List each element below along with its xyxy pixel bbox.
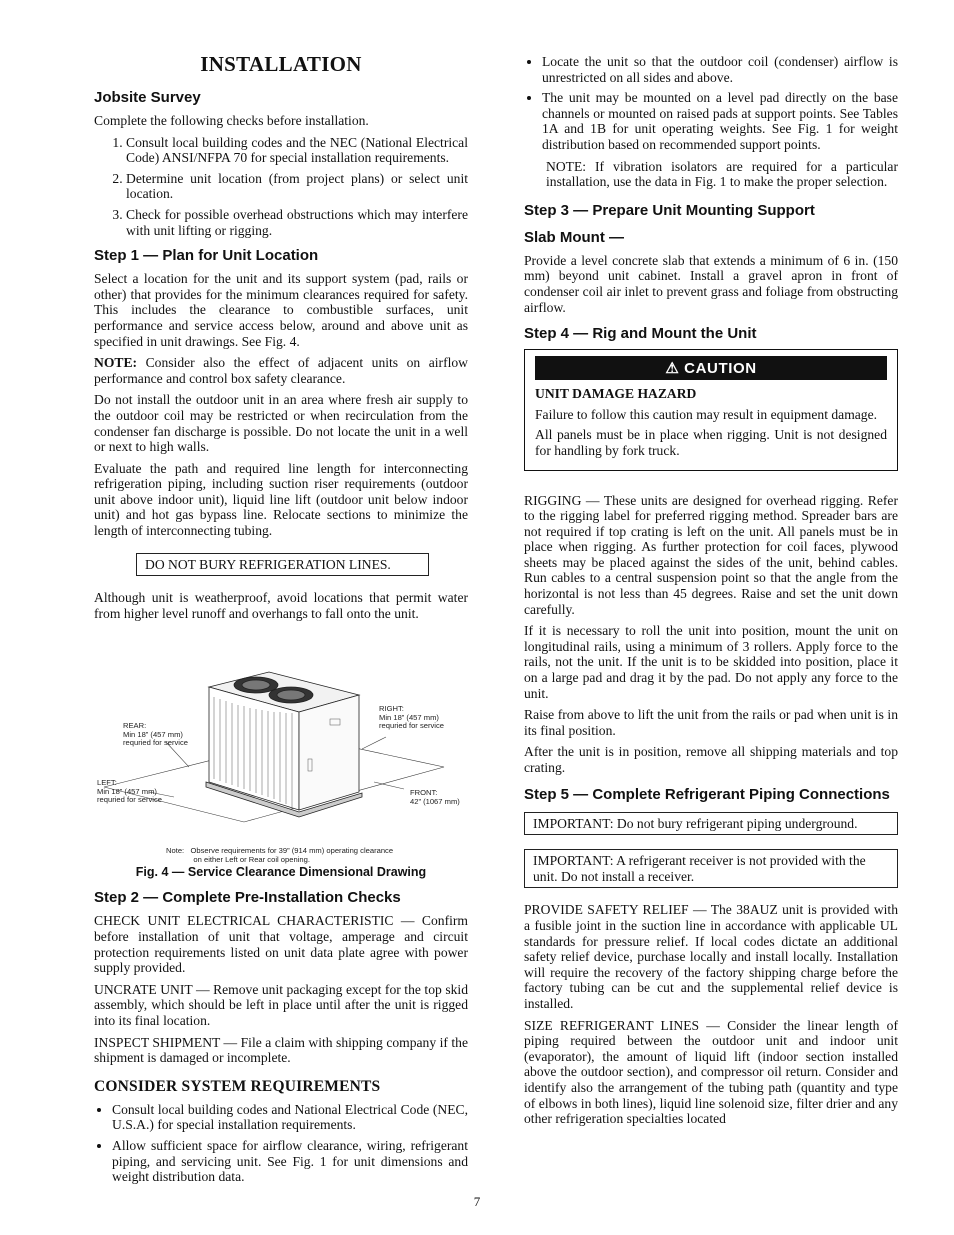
caution-banner: [535, 356, 887, 380]
system-list: [94, 1102, 468, 1185]
jobsite-list: [94, 135, 468, 239]
list-item: • Consult local building codes and National Electrical Code (NEC, U.S.A.) for special installation requirements.: [112, 1102, 468, 1133]
system-heading: CONSIDER SYSTEM REQUIREMENTS: [94, 1077, 381, 1095]
page-title: INSTALLATION: [200, 52, 362, 76]
hazard-title: UNIT DAMAGE HAZARD: [535, 386, 697, 402]
caution-box: [524, 349, 898, 470]
step5-paragraph: SIZE REFRIGERANT LINES — Consider the linear length of piping required between the outdoor unit and indoor unit (evaporator), the amount of liquid lift (indoor section installed above the outdoor section), and compressor oil return. Consider and identify also the arrangement of the tubing path (quantity and type of elbows in both lines), liquid line solenoid size, filter drier and any other refrigeration specialties located: [524, 1017, 898, 1127]
step1-paragraph: Select a location for the unit and its support system (pad, rails or other) that provides for the minimum clearances required for safety. This includes the clearance to combustible surfaces, unit performance and service access below, around and above unit as specified in unit drawings. See Fig. 4.: [94, 271, 468, 349]
step4-heading: Step 4 — Rig and Mount the Unit: [524, 325, 757, 343]
warning-box: DO NOT BURY REFRIGERATION LINES.: [136, 553, 429, 577]
step5-paragraph: PROVIDE SAFETY RELIEF — The 38AUZ unit is provided with a fusible joint in the suction line in accordance with applicable UL standards for pressure relief. If local codes dictate an additional safety relief device, purchase locally and install locally. Installation will require the recovery of the factory shipping charge before the factory tubing can be cut and the supplemental relief device is installed.: [524, 902, 898, 1011]
front-clearance-label: FRONT: 42” (1067 mm): [410, 788, 460, 806]
jobsite-intro: Complete the following checks before installation.: [94, 113, 369, 128]
step4-paragraph: Raise from above to lift the unit from the rails or pad when unit is in its final position.: [524, 707, 898, 738]
figure-note: Note: Observe requirements for 39” (914 mm) operating clearance on either Left or Rear coil opening.: [166, 846, 394, 864]
list-item: • Locate the unit so that the outdoor coil (condenser) airflow is unrestricted on all sides and above.: [542, 54, 898, 85]
step3-heading: Step 3 — Prepare Unit Mounting Support: [524, 201, 815, 219]
list-item: • The unit may be mounted on a level pad directly on the base channels or mounted on raised pads at support points. See Tables 1A and 1B for unit operating weights. See Fig. 1 for weight distribution based on recommended support points.: [542, 90, 898, 152]
right-clearance-label: RIGHT: Min 18” (457 mm) requried for service: [379, 704, 444, 731]
caution-text: All panels must be in place when rigging. Unit is not designed for handling by fork truck.: [535, 427, 887, 458]
list-item: 3. Check for possible overhead obstructions which may interfere with unit lifting or rigging.: [126, 207, 468, 238]
left-column: [94, 48, 468, 1191]
important-box: IMPORTANT: A refrigerant receiver is not provided with the unit. Do not install a receiver.: [524, 849, 898, 888]
step1-paragraph: Evaluate the path and required line length for interconnecting refrigeration piping, including suction riser requirements (outdoor unit above indoor unit), liquid line lift (outdoor unit below indoor unit) and hot gas bypass line. Relocate sections to minimize the length of interconnecting tubing.: [94, 460, 468, 539]
step1-heading: Step 1 — Plan for Unit Location: [94, 247, 319, 265]
jobsite-heading: Jobsite Survey: [94, 89, 201, 106]
step3-paragraph: Provide a level concrete slab that extends a minimum of 6 in. (150 mm) beyond unit cabinet. Install a gravel apron in front of condenser coil air inlet to prevent grass and foliage from obstructing airflow.: [524, 252, 898, 315]
warning-triangle-icon: ⚠: [665, 360, 680, 378]
location-list: [524, 54, 898, 153]
step2-paragraph: UNCRATE UNIT — Remove unit packaging except for the top skid assembly, which should be left in place until after the unit is rigged into its final location.: [94, 981, 468, 1028]
vibration-note: NOTE: If vibration isolators are required for a particular installation, use the data in Fig. 1 to make the proper selection.: [546, 158, 898, 190]
right-column: [524, 54, 898, 1133]
service-clearance-figure: [94, 627, 468, 864]
step2-paragraph: INSPECT SHIPMENT — File a claim with shipping company if the shipment is damaged or incomplete.: [94, 1034, 468, 1066]
step5-heading: Step 5 — Complete Refrigerant Piping Connections: [524, 785, 890, 803]
list-item: 2. Determine unit location (from project plans) or select unit location.: [126, 171, 468, 202]
note-label: NOTE:: [94, 355, 138, 371]
step2-paragraph: CHECK UNIT ELECTRICAL CHARACTERISTIC — Confirm before installation of unit that voltage, amperage and circuit protection requirements listed on unit data plate agree with power supply provided.: [94, 913, 468, 976]
list-item: 1. Consult local building codes and the NEC (National Electrical Code) ANSI/NFPA 70 for special installation requirements.: [126, 135, 468, 166]
caution-label: CAUTION: [684, 360, 757, 378]
left-clearance-label: LEFT: Min 18” (457 mm) requried for service: [97, 778, 162, 805]
slab-mount-subheading: Slab Mount —: [524, 228, 624, 246]
step4-paragraph: If it is necessary to roll the unit into position, mount the unit on longitudinal rails, using a minimum of 3 rollers. Apply force to the rails, not the unit. If the unit is to be skidded into position, place it on a large pad and drag it by the pad. Do not apply any force to the unit.: [524, 623, 898, 701]
figure-caption: Fig. 4 — Service Clearance Dimensional Drawing: [135, 865, 427, 880]
step1-note: [94, 355, 468, 386]
step1-paragraph: Do not install the outdoor unit in an area where fresh air supply to the outdoor coil may be restricted or when recirculation from the condenser fan discharge is possible. Do not locate the unit in a well or next to high walls.: [94, 392, 468, 455]
step4-paragraph: After the unit is in position, remove all shipping materials and top crating.: [524, 744, 898, 775]
page-number: 7: [473, 1194, 481, 1209]
step2-heading: Step 2 — Complete Pre-Installation Checks: [94, 889, 401, 907]
list-item: • Allow sufficient space for airflow clearance, wiring, refrigerant piping, and servicing unit. See Fig. 1 for unit dimensions and weight distribution data.: [112, 1138, 468, 1185]
step1-paragraph: Although unit is weatherproof, avoid locations that permit water from higher level runoff and overhangs to fall onto the unit.: [94, 590, 468, 621]
step4-paragraph: RIGGING — These units are designed for overhead rigging. Refer to the rigging label for preferred rigging method. Spreader bars are not required if top crating is left on the unit. All panels must be in place when rigging. As further protection for coil faces, plywood sheets may be placed against the sides of the unit, behind cables. Run cables to a central suspension point so that the angle from the horizontal is not less than 45 degrees. Raise and set the unit down carefully.: [524, 492, 898, 617]
rear-clearance-label: REAR: Min 18” (457 mm) requried for service: [123, 721, 188, 748]
caution-text: Failure to follow this caution may result in equipment damage.: [535, 406, 878, 422]
note-text: Consider also the effect of adjacent units on airflow performance and control box safety clearance.: [94, 355, 468, 386]
important-box: IMPORTANT: Do not bury refrigerant piping underground.: [524, 812, 898, 836]
